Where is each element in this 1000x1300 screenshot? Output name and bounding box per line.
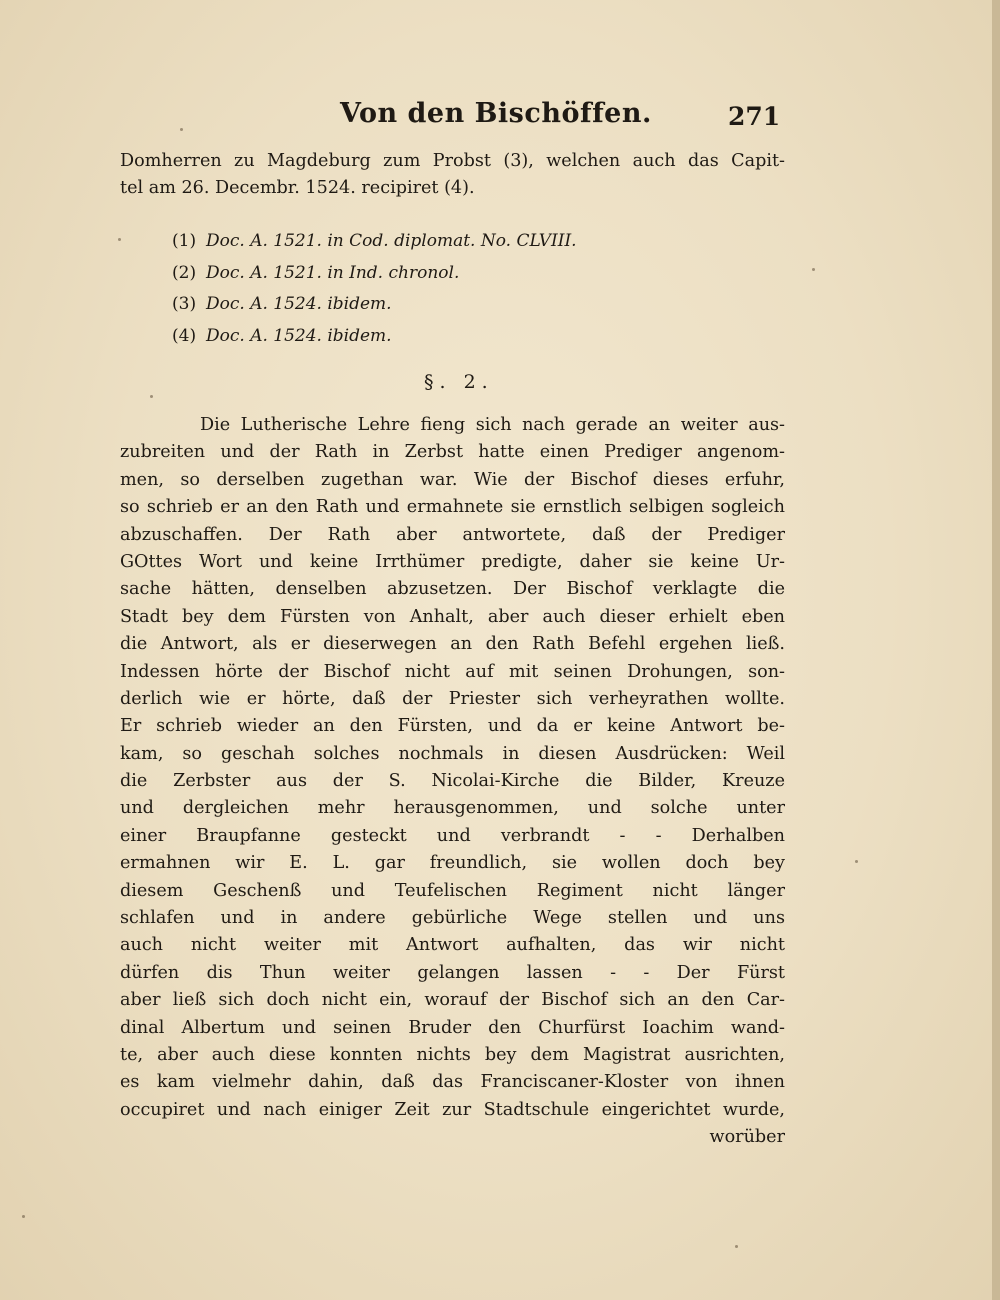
footnote-mark: (1) <box>172 231 197 251</box>
footnote <box>172 321 732 353</box>
paper-speck <box>150 395 153 398</box>
text-line: einer Braupfanne gesteckt und verbrandt - - Derhalben <box>120 825 785 846</box>
footnote-mark: (3) <box>172 294 197 314</box>
footnote-text: Doc. A. 1521. in Cod. diplomat. No. CLVIII. <box>206 231 577 251</box>
footnote <box>172 258 732 290</box>
text-line: Er schrieb wieder an den Fürsten, und da er keine Antwort be- <box>120 716 785 737</box>
footnote-mark: (4) <box>172 325 197 346</box>
footnote-text: Doc. A. 1521. in Ind. chronol. <box>206 262 460 283</box>
text-line: die Antwort, als er dieserwegen an den Rath Befehl ergehen ließ. <box>120 634 785 655</box>
text-line: Die Lutherische Lehre fieng sich nach gerade an weiter aus- <box>200 415 785 435</box>
section-heading: §. 2. <box>424 371 494 393</box>
running-title: Von den Bischöffen. <box>340 98 652 129</box>
text-line: so schrieb er an den Rath und ermahnete sie ernstlich selbigen sogleich <box>120 497 785 518</box>
page-header <box>0 98 1000 138</box>
footnotes <box>172 226 732 352</box>
text-line: Domherren zu Magdeburg zum Probst (3), welchen auch das Capit- <box>120 151 785 171</box>
paper-speck <box>812 268 815 271</box>
body-text <box>120 412 785 1152</box>
page-edge <box>992 0 1000 1300</box>
text-line: GOttes Wort und keine Irrthümer predigte, daher sie keine Ur- <box>120 551 785 572</box>
continuation-text <box>120 148 785 203</box>
footnote-text: Doc. A. 1524. ibidem. <box>206 325 392 346</box>
text-line: te, aber auch diese konnten nichts bey dem Magistrat ausrichten, <box>120 1044 785 1065</box>
text-line: derlich wie er hörte, daß der Priester sich verheyrathen wollte. <box>120 688 785 709</box>
footnote <box>172 289 732 321</box>
text-line: Stadt bey dem Fürsten von Anhalt, aber auch dieser erhielt eben <box>120 606 785 627</box>
catchword: worüber <box>709 1127 785 1148</box>
text-line: schlafen und in andere gebürliche Wege stellen und uns <box>120 908 785 929</box>
text-line: ermahnen wir E. L. gar freundlich, sie wollen doch bey <box>120 853 785 874</box>
paper-speck <box>22 1215 25 1218</box>
text-line: dinal Albertum und seinen Bruder den Churfürst Ioachim wand- <box>120 1017 785 1038</box>
paper-speck <box>180 128 183 131</box>
paper-speck <box>855 860 858 863</box>
page-number: 271 <box>728 102 781 131</box>
text-line: kam, so geschah solches nochmals in diesen Ausdrücken: Weil <box>120 743 785 764</box>
footnote-text: Doc. A. 1524. ibidem. <box>206 294 392 314</box>
text-line: die Zerbster aus der S. Nicolai-Kirche die Bilder, Kreuze <box>120 771 785 792</box>
paper-speck <box>118 238 121 241</box>
paper-speck <box>735 1245 738 1248</box>
text-line: tel am 26. Decembr. 1524. recipiret (4). <box>120 178 475 199</box>
text-line: Indessen hörte der Bischof nicht auf mit seinen Drohungen, son- <box>120 661 785 682</box>
text-line: aber ließ sich doch nicht ein, worauf der Bischof sich an den Car- <box>120 990 785 1011</box>
text-line: dürfen dis Thun weiter gelangen lassen - - Der Fürst <box>120 962 785 983</box>
text-line: es kam vielmehr dahin, daß das Franciscaner-Kloster von ihnen <box>120 1072 785 1093</box>
text-line: zubreiten und der Rath in Zerbst hatte einen Prediger angenom- <box>120 442 785 463</box>
text-line: sache hätten, denselben abzusetzen. Der Bischof verklagte die <box>120 579 785 600</box>
text-line: diesem Geschenß und Teufelischen Regiment nicht länger <box>120 880 785 901</box>
footnote-mark: (2) <box>172 262 197 283</box>
text-line: occupiret und nach einiger Zeit zur Stadtschule eingerichtet wurde, <box>120 1099 785 1120</box>
text-line: und dergleichen mehr herausgenommen, und solche unter <box>120 798 785 819</box>
text-line: abzuschaffen. Der Rath aber antwortete, daß der Prediger <box>120 524 785 545</box>
text-line: auch nicht weiter mit Antwort aufhalten, das wir nicht <box>120 935 785 956</box>
text-line: men, so derselben zugethan war. Wie der Bischof dieses erfuhr, <box>120 469 785 490</box>
footnote <box>172 226 732 258</box>
